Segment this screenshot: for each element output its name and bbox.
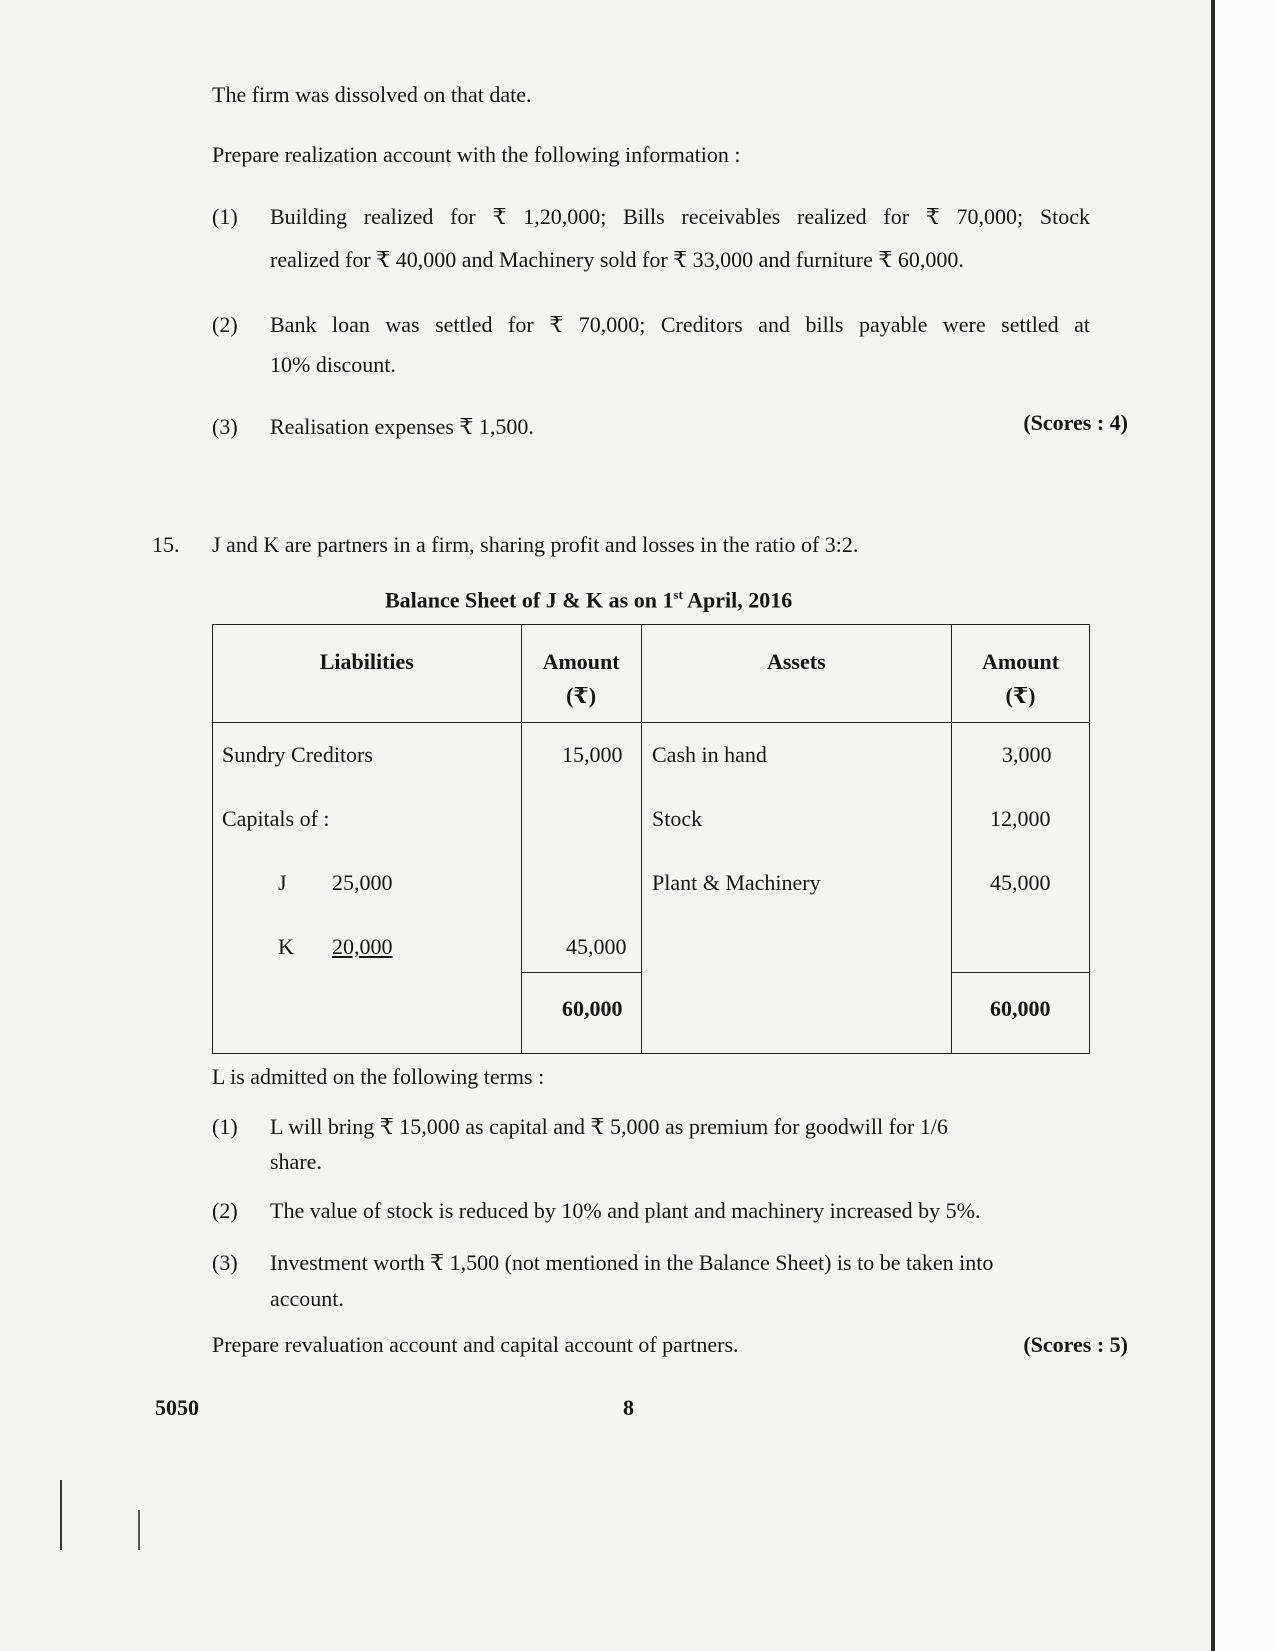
header-assets: Assets <box>641 625 952 723</box>
binding-mark <box>138 1510 140 1550</box>
header-amount: Amount (₹) <box>952 625 1090 723</box>
term-line: share. <box>270 1149 322 1174</box>
term-line: Investment worth ₹ 1,500 (not mentioned in the Balance Sheet) is to be taken into <box>270 1250 994 1275</box>
paper-code: 5050 <box>155 1395 199 1420</box>
item-line: Realisation expenses ₹ 1,500. <box>270 414 534 439</box>
asset-amount: 45,000 <box>990 870 1051 895</box>
asset-amount: 12,000 <box>990 806 1051 831</box>
liability-label: Sundry Creditors <box>222 742 373 767</box>
admission-intro: L is admitted on the following terms : <box>212 1064 545 1089</box>
asset-label: Cash in hand <box>652 742 767 767</box>
term-number: (3) <box>212 1250 238 1275</box>
header-amount: Amount (₹) <box>521 625 641 723</box>
realization-instruction: Prepare realization account with the following information : <box>212 142 741 167</box>
term-number: (1) <box>212 1114 238 1139</box>
partner-capital: 25,000 <box>332 870 393 895</box>
term-number: (2) <box>212 1198 238 1223</box>
item-number: (2) <box>212 312 238 337</box>
term-line: account. <box>270 1286 344 1311</box>
question-number: 15. <box>152 532 180 557</box>
partner-capital: 20,000 <box>332 934 393 959</box>
balance-sheet-table <box>212 624 1090 1054</box>
page-number: 8 <box>623 1395 634 1420</box>
partner-label: K <box>278 934 294 959</box>
scores-label: (Scores : 5) <box>1023 1332 1128 1357</box>
page-edge <box>1211 0 1215 1651</box>
total-rule <box>521 972 641 973</box>
item-line: Bank loan was settled for ₹ 70,000; Creditors and bills payable were settled at <box>270 312 1090 337</box>
item-number: (1) <box>212 204 238 229</box>
capital-total: 45,000 <box>566 934 627 959</box>
item-line: 10% discount. <box>270 352 396 377</box>
term-line: L will bring ₹ 15,000 as capital and ₹ 5,000 as premium for goodwill for 1/6 <box>270 1114 948 1139</box>
asset-label: Stock <box>652 806 703 831</box>
liability-amount: 15,000 <box>562 742 623 767</box>
question-intro: J and K are partners in a firm, sharing profit and losses in the ratio of 3:2. <box>212 532 859 557</box>
asset-amount: 3,000 <box>1002 742 1052 767</box>
page-shadow <box>1215 0 1275 1651</box>
revaluation-instruction: Prepare revaluation account and capital account of partners. <box>212 1332 739 1357</box>
scores-label: (Scores : 4) <box>1023 410 1128 435</box>
dissolution-text: The firm was dissolved on that date. <box>212 82 532 107</box>
partner-label: J <box>278 870 287 895</box>
item-line: realized for ₹ 40,000 and Machinery sold for ₹ 33,000 and furniture ₹ 60,000. <box>270 247 964 272</box>
asset-label: Plant & Machinery <box>652 870 821 895</box>
liability-label: Capitals of : <box>222 806 330 831</box>
item-number: (3) <box>212 414 238 439</box>
term-line: The value of stock is reduced by 10% and plant and machinery increased by 5%. <box>270 1198 981 1223</box>
table-title: Balance Sheet of J & K as on 1st April, 2016 <box>385 587 793 613</box>
item-line: Building realized for ₹ 1,20,000; Bills receivables realized for ₹ 70,000; Stock <box>270 204 1090 229</box>
header-liabilities: Liabilities <box>213 625 522 723</box>
assets-total: 60,000 <box>990 996 1051 1021</box>
binding-mark <box>60 1480 62 1550</box>
total-rule <box>952 972 1090 973</box>
liabilities-total: 60,000 <box>562 996 623 1021</box>
